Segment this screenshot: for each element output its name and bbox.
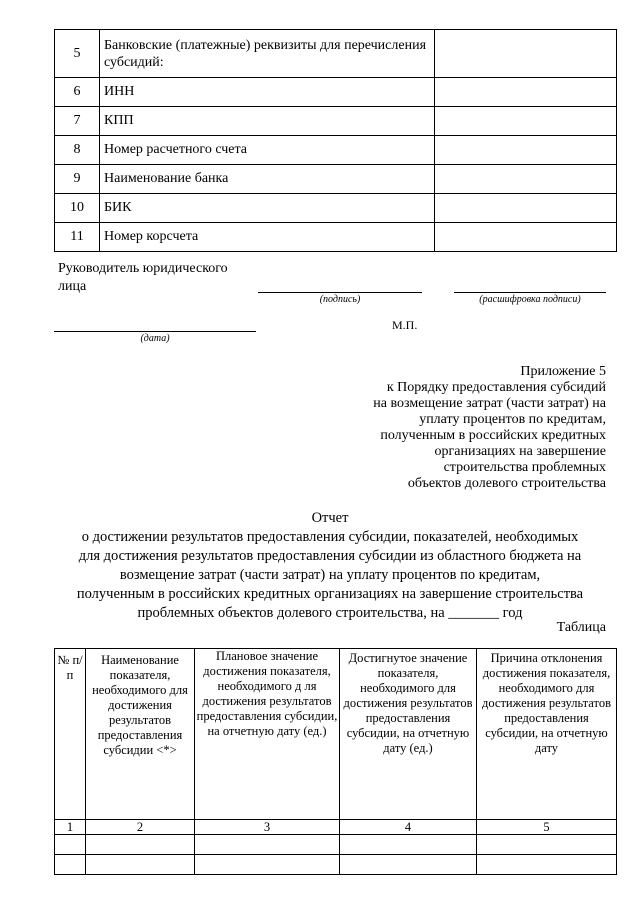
header-cell-achieved: Достигнутое значение показателя, необходимого для достижения результатов предоставления субсидии, на отчетную дату (ед.) bbox=[340, 649, 477, 820]
empty-cell[interactable] bbox=[55, 855, 86, 875]
table-row bbox=[55, 855, 617, 875]
report-subtitle-line: полученным в российских кредитных организациях на завершение строительства bbox=[76, 586, 584, 602]
signature-decode-line[interactable] bbox=[454, 292, 606, 293]
table-row bbox=[55, 165, 617, 194]
column-number: 5 bbox=[477, 820, 617, 835]
date-caption: (дата) bbox=[140, 333, 170, 344]
empty-cell[interactable] bbox=[195, 855, 340, 875]
row-number: 9 bbox=[55, 165, 100, 194]
signature-caption: (подпись) bbox=[319, 294, 361, 305]
signature-line[interactable] bbox=[258, 292, 422, 293]
table-label: Таблица bbox=[556, 620, 606, 635]
appendix-line: на возмещение затрат (части затрат) на bbox=[373, 396, 606, 411]
row-label: Наименование банка bbox=[100, 165, 435, 194]
header-cell-indicator: Наименование показателя, необходимого для достижения результатов предоставления субсидии <*> bbox=[86, 649, 195, 820]
table-header-row bbox=[55, 649, 617, 820]
row-value bbox=[435, 136, 617, 165]
column-number: 3 bbox=[195, 820, 340, 835]
empty-cell[interactable] bbox=[477, 835, 617, 855]
row-label: Банковские (платежные) реквизиты для перечисления субсидий: bbox=[100, 30, 435, 78]
empty-cell[interactable] bbox=[477, 855, 617, 875]
empty-cell[interactable] bbox=[55, 835, 86, 855]
appendix-header bbox=[346, 364, 606, 492]
appendix-line: полученным в российских кредитных bbox=[380, 428, 606, 443]
empty-cell[interactable] bbox=[86, 835, 195, 855]
row-number: 6 bbox=[55, 78, 100, 107]
column-number: 4 bbox=[340, 820, 477, 835]
report-subtitle-line: о достижении результатов предоставления субсидии, показателей, необходимых bbox=[81, 529, 579, 545]
row-value bbox=[435, 165, 617, 194]
row-value bbox=[435, 30, 617, 78]
appendix-line: организациях на завершение bbox=[434, 444, 606, 459]
row-number: 8 bbox=[55, 136, 100, 165]
empty-cell[interactable] bbox=[340, 835, 477, 855]
empty-cell[interactable] bbox=[195, 835, 340, 855]
date-line[interactable] bbox=[54, 331, 256, 332]
row-number: 5 bbox=[55, 30, 100, 78]
appendix-line: объектов долевого строительства bbox=[407, 476, 606, 491]
row-value bbox=[435, 78, 617, 107]
stamp-label: М.П. bbox=[392, 318, 418, 332]
row-label: ИНН bbox=[100, 78, 435, 107]
table-row bbox=[55, 194, 617, 223]
appendix-line: строительства проблемных bbox=[443, 460, 606, 475]
row-value bbox=[435, 107, 617, 136]
header-cell-reason: Причина отклонения достижения показателя, необходимого для достижения результатов предоставления субсидии, на отчетную дату bbox=[477, 649, 617, 820]
table-row bbox=[55, 835, 617, 855]
appendix-line: к Порядку предоставления субсидий bbox=[386, 380, 606, 395]
report-table bbox=[54, 648, 617, 875]
row-label: Номер расчетного счета bbox=[100, 136, 435, 165]
empty-cell[interactable] bbox=[86, 855, 195, 875]
report-title: Отчет bbox=[311, 510, 349, 526]
row-label: КПП bbox=[100, 107, 435, 136]
row-value bbox=[435, 223, 617, 252]
report-title-block bbox=[40, 509, 620, 623]
report-subtitle-line: для достижения результатов предоставления субсидии из областного бюджета на bbox=[78, 548, 582, 564]
row-number: 11 bbox=[55, 223, 100, 252]
table-row bbox=[55, 136, 617, 165]
table-row bbox=[55, 107, 617, 136]
table-row bbox=[55, 30, 617, 78]
header-cell-planned: Плановое значение достижения показателя, необходимого д ля достижения результатов предоставления субсидии, на отчетную дату (ед.) bbox=[195, 649, 340, 820]
table-row bbox=[55, 223, 617, 252]
report-subtitle-line: проблемных объектов долевого строительства, на _______ год bbox=[137, 605, 523, 621]
appendix-line: уплату процентов по кредитам, bbox=[419, 412, 606, 427]
requisites-table bbox=[54, 29, 617, 252]
header-cell-number: № п/п bbox=[55, 649, 86, 820]
signature-decode-caption: (расшифровка подписи) bbox=[479, 294, 581, 305]
table-row bbox=[55, 78, 617, 107]
row-value bbox=[435, 194, 617, 223]
column-number: 1 bbox=[55, 820, 86, 835]
report-subtitle-line: возмещение затрат (части затрат) на уплату процентов по кредитам, bbox=[119, 567, 541, 583]
appendix-line: Приложение 5 bbox=[520, 364, 606, 379]
column-number: 2 bbox=[86, 820, 195, 835]
row-number: 10 bbox=[55, 194, 100, 223]
row-label: Номер корсчета bbox=[100, 223, 435, 252]
empty-cell[interactable] bbox=[340, 855, 477, 875]
column-numbers-row bbox=[55, 820, 617, 835]
head-label: Руководитель юридического лица bbox=[58, 261, 228, 294]
row-label: БИК bbox=[100, 194, 435, 223]
row-number: 7 bbox=[55, 107, 100, 136]
